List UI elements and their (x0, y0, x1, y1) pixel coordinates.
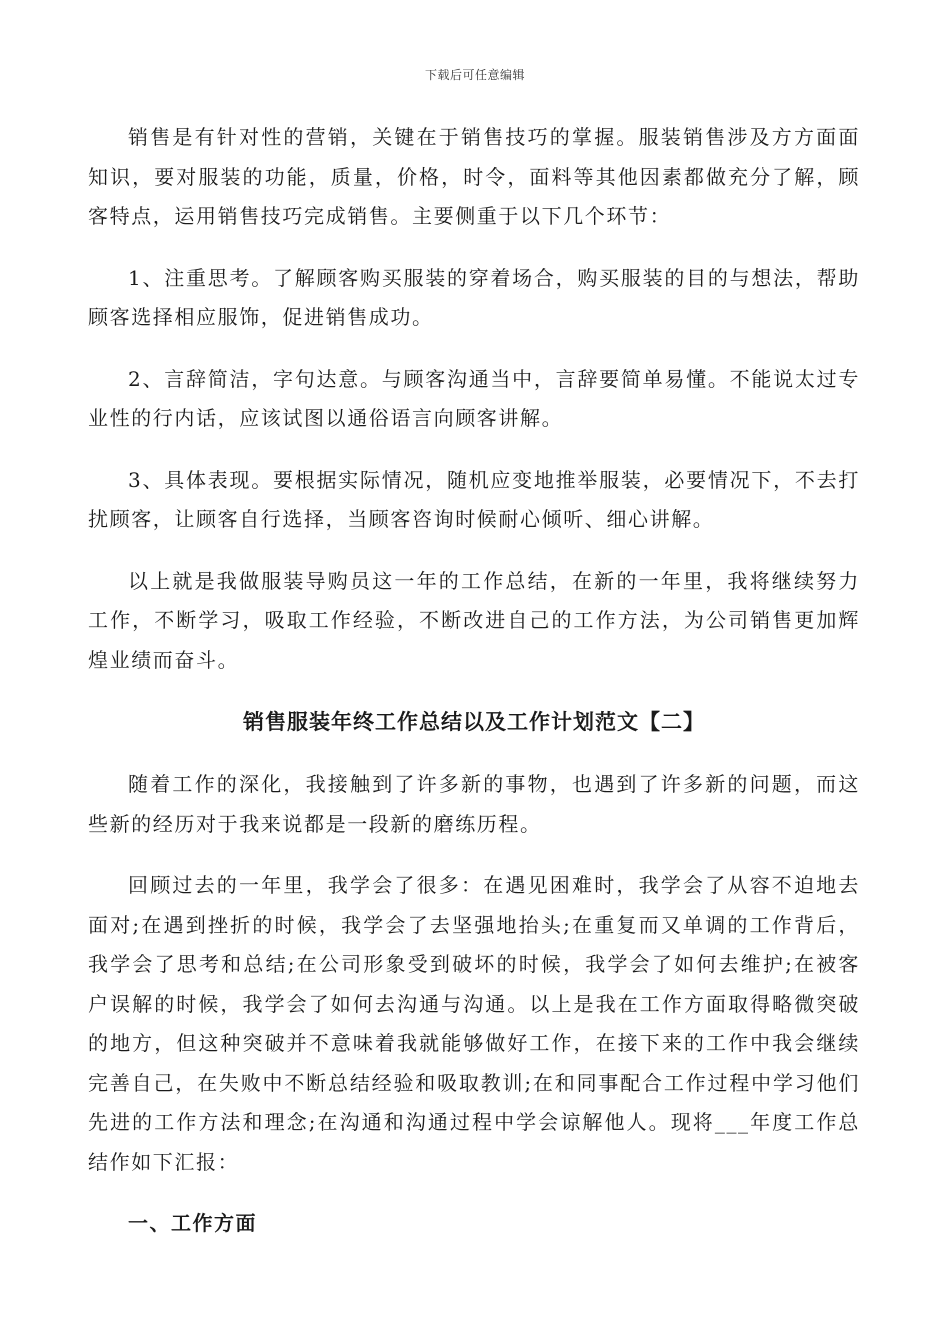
paragraph-intro: 销售是有针对性的营销，关键在于销售技巧的掌握。服装销售涉及方方面面知识，要对服装的功能，质量，价格，时令，面料等其他因素都做充分了解，顾客特点，运用销售技巧完成销售。主要侧重于以下几个环节： (88, 125, 860, 228)
paragraph-section2-intro: 随着工作的深化，我接触到了许多新的事物，也遇到了许多新的问题，而这些新的经历对于我来说都是一段新的磨练历程。 (88, 772, 860, 836)
paragraph-conclusion: 以上就是我做服装导购员这一年的工作总结，在新的一年里，我将继续努力工作，不断学习，吸取工作经验，不断改进自己的工作方法，为公司销售更加辉煌业绩而奋斗。 (88, 568, 860, 672)
paragraph-point-2: 2、言辞简洁，字句达意。与顾客沟通当中，言辞要简单易懂。不能说太过专业性的行内话，应该试图以通俗语言向顾客讲解。 (88, 366, 860, 430)
sub-heading-work: 一、工作方面 (128, 1211, 257, 1235)
section-title: 销售服装年终工作总结以及工作计划范文【二】 (243, 709, 705, 734)
paragraph-section2-review: 回顾过去的一年里，我学会了很多：在遇见困难时，我学会了从容不迫地去面对;在遇到挫折的时候，我学会了去坚强地抬头;在重复而又单调的工作背后，我学会了思考和总结;在公司形象受到破坏的时候，我学会了如何去维护;在被客户误解的时候，我学会了如何去沟通与沟通。以上是我在工作方面取得略微突破的地方，但这种突破并不意味着我就能够做好工作，在接下来的工作中我会继续完善自己，在失败中不断总结经验和吸取教训;在和同事配合工作过程中学习他们先进的工作方法和理念;在沟通和沟通过程中学会谅解他人。现将___年度工作总结作如下汇报： (88, 873, 860, 1174)
paragraph-point-1: 1、注重思考。了解顾客购买服装的穿着场合，购买服装的目的与想法，帮助顾客选择相应服饰，促进销售成功。 (88, 265, 860, 329)
header-note: 下载后可任意编辑 (424, 68, 525, 82)
document-body (88, 118, 860, 1243)
paragraph-point-3: 3、具体表现。要根据实际情况，随机应变地推举服装，必要情况下，不去打扰顾客，让顾客自行选择，当顾客咨询时候耐心倾听、细心讲解。 (88, 467, 860, 531)
